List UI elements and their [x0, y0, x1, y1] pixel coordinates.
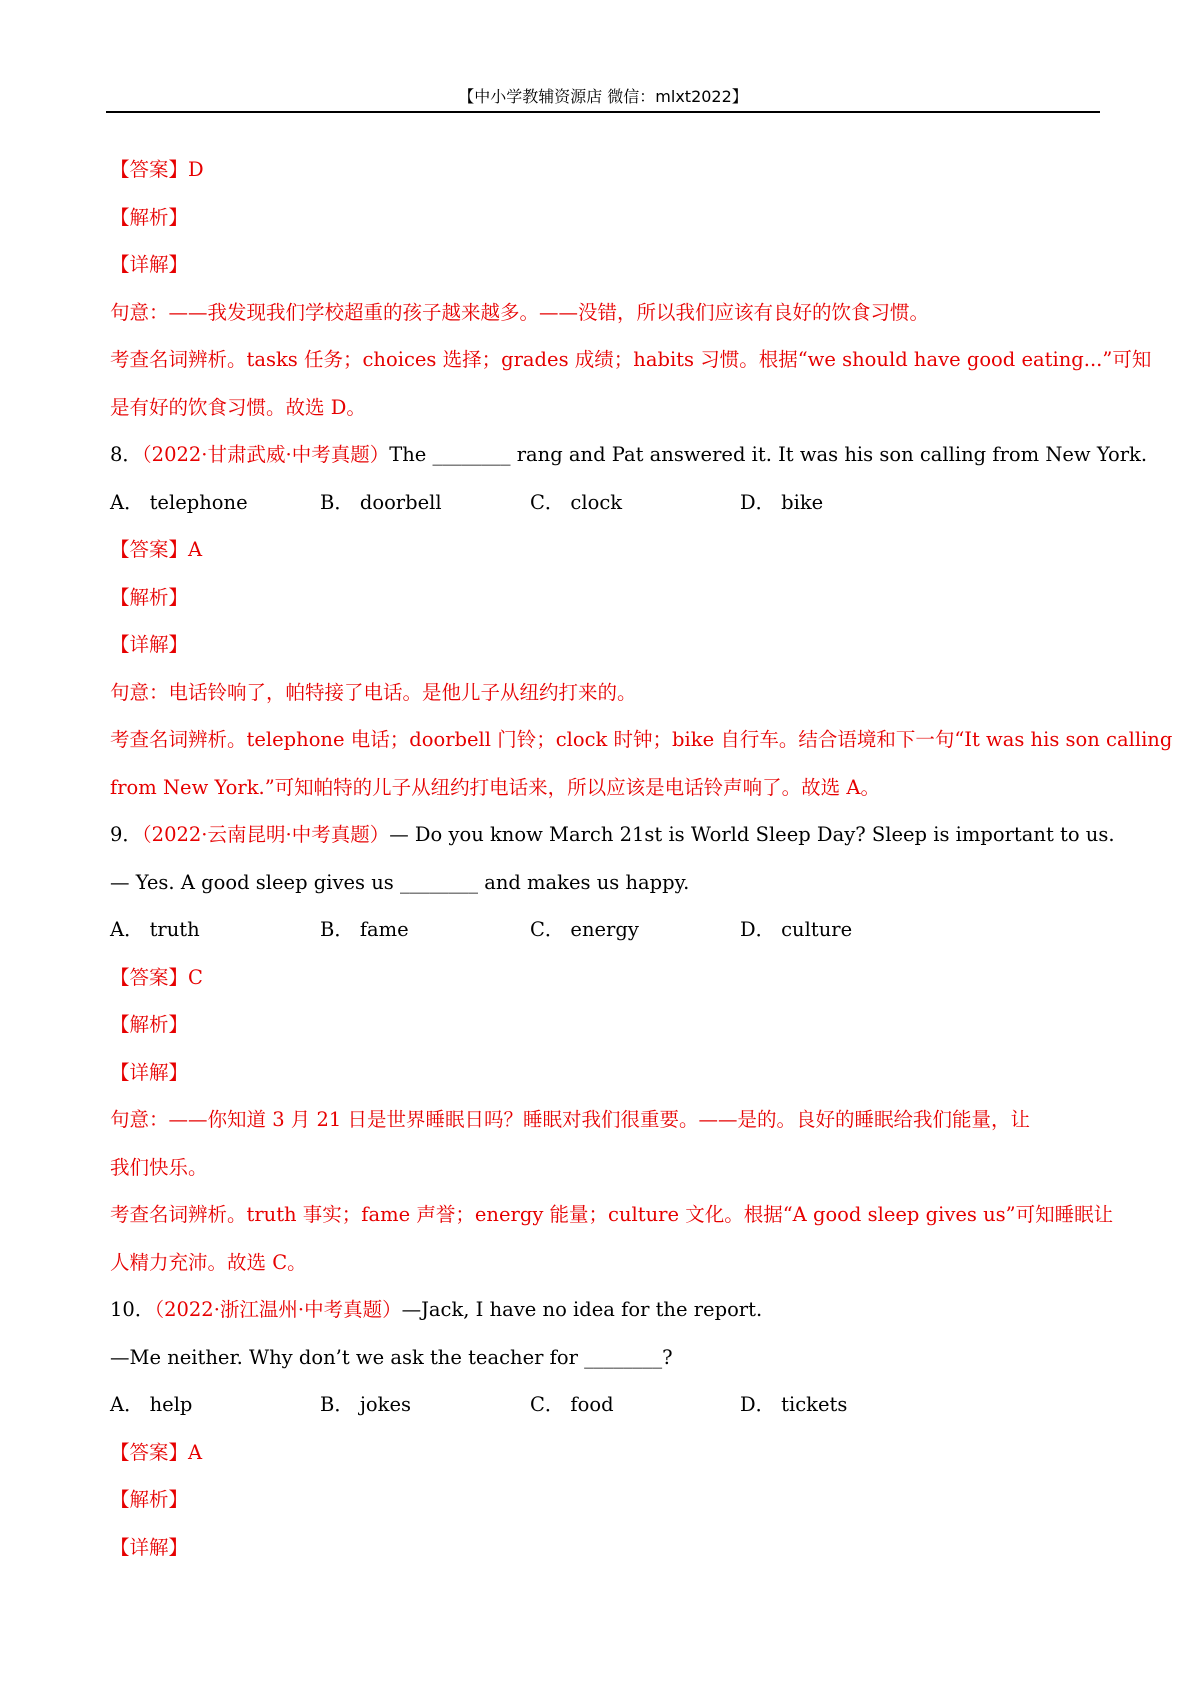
question-8-options [110, 479, 1100, 527]
option-d: D． tickets [740, 1393, 848, 1416]
explanation-line: from New York.”可知帕特的儿子从纽约打电话来，所以应该是电话铃声响了。故选 A。 [110, 775, 880, 799]
explanation-line: 人精力充沛。故选 C。 [110, 1250, 307, 1274]
explanation-line: 考查名词辨析。truth 事实；fame 声誉；energy 能量；culture 文化。根据“A good sleep gives us”可知睡眠让 [110, 1203, 1114, 1226]
explanation-line: 考查名词辨析。tasks 任务；choices 选择；grades 成绩；habits 习惯。根据“we should have good eating...”可知 [110, 348, 1152, 371]
question-number: 9． [110, 823, 142, 846]
option-b: B． doorbell [320, 490, 442, 514]
analysis-label: 【解析】 [110, 1013, 189, 1036]
question-source: （2022·浙江温州·中考真题） [154, 1298, 402, 1321]
question-number: 10． [110, 1298, 155, 1321]
explanation-line: 是有好的饮食习惯。故选 D。 [110, 395, 366, 419]
question-9-options [110, 906, 1100, 954]
question-8-stem [110, 431, 1148, 479]
question-9-stem-2: — Yes. A good sleep gives us ________ and makes us happy. [110, 870, 690, 894]
header-divider [106, 111, 1100, 113]
option-d: D． bike [740, 490, 824, 514]
answer-label: 【答案】C [110, 965, 203, 989]
option-c: C． energy [530, 918, 639, 941]
page-header: 【中小学教辅资源店 微信：mlxt2022】 [458, 87, 748, 106]
detail-label: 【详解】 [110, 1535, 189, 1559]
question-text: — Do you know March 21st is World Sleep Day? Sleep is important to us. [389, 823, 1115, 846]
option-d: D． culture [740, 918, 853, 941]
option-b: B． fame [320, 918, 409, 941]
sentence-meaning: 句意：——我发现我们学校超重的孩子越来越多。——没错，所以我们应该有良好的饮食习惯。 [110, 300, 930, 324]
question-9-stem [110, 811, 1115, 859]
sentence-meaning: 句意：电话铃响了，帕特接了电话。是他儿子从纽约打来的。 [110, 680, 637, 704]
question-source: （2022·甘肃武威·中考真题） [141, 443, 390, 466]
option-a: A． truth [110, 918, 200, 941]
question-number: 8． [110, 443, 142, 466]
option-b: B． jokes [320, 1393, 411, 1416]
analysis-label: 【解析】 [110, 585, 189, 609]
detail-label: 【详解】 [110, 1060, 189, 1084]
analysis-label: 【解析】 [110, 205, 189, 229]
question-10-stem [110, 1286, 1100, 1334]
document-body [110, 146, 1173, 1571]
sentence-meaning: 句意：——你知道 3 月 21 日是世界睡眠日吗？睡眠对我们很重要。——是的。良好的睡眠给我们能量，让 [110, 1108, 1031, 1131]
detail-label: 【详解】 [110, 633, 189, 656]
explanation-line: 考查名词辨析。telephone 电话；doorbell 门铃；clock 时钟；bike 自行车。结合语境和下一句“It was his son calling [110, 728, 1173, 751]
option-c: C． clock [530, 490, 623, 514]
answer-label: 【答案】D [110, 158, 204, 181]
option-c: C． food [530, 1393, 614, 1416]
question-text: —Jack, I have no idea for the report. [401, 1298, 763, 1321]
detail-label: 【详解】 [110, 253, 189, 276]
answer-label: 【答案】A [110, 538, 203, 561]
question-source: （2022·云南昆明·中考真题） [141, 823, 390, 846]
sentence-meaning: 我们快乐。 [110, 1155, 208, 1179]
option-a: A． help [110, 1393, 193, 1416]
answer-label: 【答案】A [110, 1440, 203, 1464]
question-10-options [110, 1381, 1100, 1429]
option-a: A． telephone [110, 490, 248, 514]
question-text: The ________ rang and Pat answered it. It was his son calling from New York. [389, 443, 1148, 466]
analysis-label: 【解析】 [110, 1488, 189, 1511]
question-10-stem-2: —Me neither. Why don’t we ask the teacher for ________? [110, 1345, 673, 1369]
